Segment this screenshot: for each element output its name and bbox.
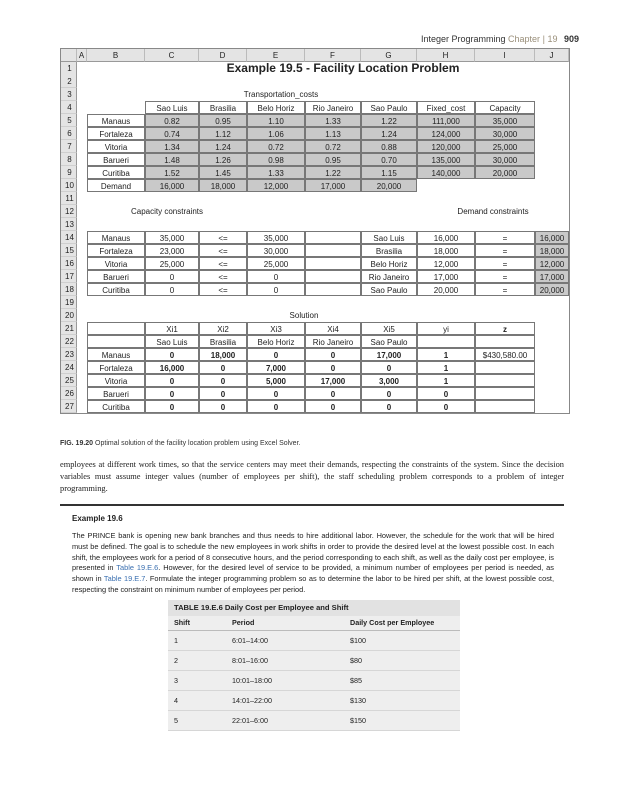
cost-table (168, 600, 460, 730)
blank (87, 322, 145, 335)
demand-served: 20,000 (417, 283, 475, 296)
sheet-row (61, 127, 569, 140)
cost-value: 1.12 (199, 127, 247, 140)
origin-name: Manaus (87, 114, 145, 127)
sheet-row (61, 296, 569, 309)
cost-value: 0.72 (247, 140, 305, 153)
figure-caption-text: Optimal solution of the facility location problem using Excel Solver. (95, 440, 301, 447)
solution-value: 0 (417, 400, 475, 413)
cost-value: 1.33 (305, 114, 361, 127)
cost-value: 0.95 (199, 114, 247, 127)
table-cell: 22:01–6:00 (232, 716, 268, 725)
origin-name: Barueri (87, 270, 145, 283)
column-letter: H (417, 49, 475, 62)
capacity-used: 35,000 (145, 231, 199, 244)
example-text-part-2: . However, for the desired level of service to be provided, a minimum number of employees per period is needed, as shown in (72, 563, 554, 584)
capacity-used: 0 (145, 270, 199, 283)
table-cell: 8:01–16:00 (232, 656, 268, 665)
solution-value: 1 (417, 348, 475, 361)
col-header-cost: Daily Cost per Employee (350, 618, 435, 627)
row-number: 8 (61, 153, 77, 166)
solution-value: 0 (199, 387, 247, 400)
row-number: 17 (61, 270, 77, 283)
cost-value: 0.88 (361, 140, 417, 153)
origin-name: Fortaleza (87, 361, 145, 374)
operator: = (475, 244, 535, 257)
blank (77, 257, 87, 270)
operator: = (475, 231, 535, 244)
blank (199, 309, 247, 322)
demand-required: 16,000 (535, 231, 569, 244)
cost-header: Rio Janeiro (305, 101, 361, 114)
cost-value: 124,000 (417, 127, 475, 140)
sheet-row (61, 361, 569, 374)
sheet-row (61, 205, 569, 218)
blank (77, 205, 87, 218)
row-number: 24 (61, 361, 77, 374)
row-number: 12 (61, 205, 77, 218)
spreadsheet-figure (60, 48, 570, 414)
solution-value: 1 (417, 374, 475, 387)
cost-header: Belo Horiz (247, 101, 305, 114)
capacity-limit: 25,000 (247, 257, 305, 270)
blank (77, 361, 87, 374)
corner-cell (61, 49, 77, 62)
destination-name: Rio Janeiro (361, 270, 417, 283)
blank (247, 205, 417, 218)
solution-value: 1 (417, 361, 475, 374)
sheet-row (61, 62, 569, 75)
solution-value: 0 (361, 361, 417, 374)
cost-header: Sao Luis (145, 101, 199, 114)
capacity-used: 23,000 (145, 244, 199, 257)
blank (145, 309, 199, 322)
demand-served: 16,000 (417, 231, 475, 244)
blank (77, 140, 87, 153)
cost-value: 1.48 (145, 153, 199, 166)
cost-value: 1.45 (199, 166, 247, 179)
table-cell: 4 (174, 696, 178, 705)
solution-value: 17,000 (361, 348, 417, 361)
blank (87, 309, 145, 322)
destination-name: Brasilia (361, 244, 417, 257)
capacity-limit: 0 (247, 283, 305, 296)
row-number: 21 (61, 322, 77, 335)
column-letter: G (361, 49, 417, 62)
blank (77, 322, 87, 335)
decision-variable: yi (417, 322, 475, 335)
blank (77, 335, 87, 348)
solution-value: 0 (305, 348, 361, 361)
solution-value: 0 (247, 387, 305, 400)
row-number: 10 (61, 179, 77, 192)
origin-name: Curitiba (87, 283, 145, 296)
blank (77, 166, 87, 179)
blank (77, 114, 87, 127)
sheet-row (61, 257, 569, 270)
solution-value: 0 (199, 400, 247, 413)
col-header-period: Period (232, 618, 255, 627)
cost-value: 0.95 (305, 153, 361, 166)
section-divider (60, 504, 564, 506)
cost-value: 1.26 (199, 153, 247, 166)
row-number: 23 (61, 348, 77, 361)
cost-value: 0.82 (145, 114, 199, 127)
solution-city: Brasilia (199, 335, 247, 348)
demand-served: 12,000 (417, 257, 475, 270)
cost-value: 25,000 (475, 140, 535, 153)
row-number: 19 (61, 296, 77, 309)
table-link-e7[interactable]: Table 19.E.7 (103, 574, 146, 584)
operator: <= (199, 244, 247, 257)
cost-header: Sao Paulo (361, 101, 417, 114)
blank (77, 231, 87, 244)
solution-city: Sao Luis (145, 335, 199, 348)
table-row (168, 671, 460, 691)
blank (87, 335, 145, 348)
blank (77, 387, 87, 400)
capacity-constraints-label: Capacity constraints (130, 207, 204, 216)
table-row (168, 631, 460, 651)
blank (305, 270, 361, 283)
sheet-row (61, 309, 569, 322)
figure-caption (60, 440, 300, 447)
demand-value: 17,000 (305, 179, 361, 192)
destination-name: Belo Horiz (361, 257, 417, 270)
sheet-row (61, 283, 569, 296)
cost-value: 20,000 (475, 166, 535, 179)
cost-value: 0.72 (305, 140, 361, 153)
solution-value: 0 (145, 387, 199, 400)
column-letter: I (475, 49, 535, 62)
table-cell: 6:01–14:00 (232, 636, 268, 645)
column-letter: D (199, 49, 247, 62)
cost-header: Fixed_cost (417, 101, 475, 114)
column-letter: F (305, 49, 361, 62)
sheet-row (61, 166, 569, 179)
cost-value: 1.15 (361, 166, 417, 179)
decision-variable: Xi5 (361, 322, 417, 335)
origin-name: Barueri (87, 387, 145, 400)
table-cell: 3 (174, 676, 178, 685)
solution-value: 18,000 (199, 348, 247, 361)
origin-name: Manaus (87, 231, 145, 244)
column-letter: C (145, 49, 199, 62)
solution-value: 0 (361, 400, 417, 413)
table-header-row (168, 616, 460, 631)
blank (305, 283, 361, 296)
objective-value: $430,580.00 (475, 348, 535, 361)
operator: = (475, 270, 535, 283)
example-text (72, 531, 554, 596)
decision-variable: Xi4 (305, 322, 361, 335)
sheet-row (61, 88, 569, 101)
cost-value: 1.10 (247, 114, 305, 127)
col-header-shift: Shift (174, 618, 190, 627)
demand-value: 12,000 (247, 179, 305, 192)
blank (77, 270, 87, 283)
cost-value: 1.24 (361, 127, 417, 140)
demand-constraints-label: Demand constraints (457, 207, 529, 216)
example-text-part-3: . Formulate the integer programming problem so as to determine the labor to be hired per shift, at the lowest possible cost, respecting the constraint on minimum number of employees per period. (72, 574, 555, 594)
cost-value: 35,000 (475, 114, 535, 127)
sheet-row (61, 218, 569, 231)
solution-value: 16,000 (145, 361, 199, 374)
origin-name: Barueri (87, 153, 145, 166)
sheet-row (61, 374, 569, 387)
row-number: 18 (61, 283, 77, 296)
solution-city: Belo Horiz (247, 335, 305, 348)
capacity-used: 0 (145, 283, 199, 296)
cost-value: 1.52 (145, 166, 199, 179)
operator: <= (199, 257, 247, 270)
origin-name: Vitoria (87, 140, 145, 153)
sheet-row (61, 348, 569, 361)
origin-name: Curitiba (87, 166, 145, 179)
row-number: 15 (61, 244, 77, 257)
demand-required: 18,000 (535, 244, 569, 257)
cost-value: 1.22 (361, 114, 417, 127)
table-cell: 14:01–22:00 (232, 696, 272, 705)
row-number: 4 (61, 101, 77, 114)
cost-value: 0.74 (145, 127, 199, 140)
blank (77, 244, 87, 257)
blank (305, 257, 361, 270)
solution-value: 0 (145, 400, 199, 413)
decision-variable: Xi3 (247, 322, 305, 335)
table-cell: $85 (350, 676, 362, 685)
blank (77, 88, 87, 101)
column-letter: A (77, 49, 87, 62)
demand-label: Demand (87, 179, 145, 192)
sheet-row (61, 244, 569, 257)
operator: <= (199, 270, 247, 283)
blank (77, 374, 87, 387)
cost-value: 0.98 (247, 153, 305, 166)
transport-label: Transportation_costs (243, 90, 319, 99)
solution-value: 0 (145, 374, 199, 387)
capacity-limit: 0 (247, 270, 305, 283)
sheet-title: Example 19.5 - Facility Location Problem (226, 62, 460, 75)
solution-value: 5,000 (247, 374, 305, 387)
operator: <= (199, 231, 247, 244)
solution-value: 0 (247, 400, 305, 413)
blank (417, 335, 475, 348)
operator: <= (199, 283, 247, 296)
solution-value: 0 (199, 361, 247, 374)
demand-required: 20,000 (535, 283, 569, 296)
blank (77, 179, 87, 192)
cost-value: 140,000 (417, 166, 475, 179)
origin-name: Fortaleza (87, 244, 145, 257)
demand-served: 17,000 (417, 270, 475, 283)
sheet-row (61, 192, 569, 205)
example-text-part-1: The PRINCE bank is opening new bank branches and thus needs to hire additional labor. However, the schedule for the work that will be hired must be defined. The goal is to schedule the new employees in work shifts in order to provide the desired level at the lowest possible cost. In each shift, the employees work for a period of 8 consecutive hours, and the period corresponding to each shift, as well as the daily cost per employee, is presented in (72, 531, 554, 573)
capacity-limit: 35,000 (247, 231, 305, 244)
blank (475, 335, 535, 348)
table-cell: 5 (174, 716, 178, 725)
cost-value: 1.06 (247, 127, 305, 140)
cost-value: 1.33 (247, 166, 305, 179)
running-title: Integer Programming (420, 34, 506, 44)
blank (77, 309, 87, 322)
decision-variable: z (475, 322, 535, 335)
chapter-label: Chapter (508, 34, 541, 44)
row-number: 7 (61, 140, 77, 153)
destination-name: Sao Luis (361, 231, 417, 244)
row-number: 26 (61, 387, 77, 400)
solution-value: 0 (417, 387, 475, 400)
blank (305, 244, 361, 257)
table-row (168, 711, 460, 731)
objective-value (475, 374, 535, 387)
table-row (168, 651, 460, 671)
row-number: 6 (61, 127, 77, 140)
example-title: Example 19.6 (72, 514, 123, 523)
decision-variable: Xi2 (199, 322, 247, 335)
table-title: TABLE 19.E.6 Daily Cost per Employee and Shift (168, 600, 460, 616)
sheet-row (61, 322, 569, 335)
blank (305, 231, 361, 244)
sheet-row (61, 270, 569, 283)
cost-value: 1.24 (199, 140, 247, 153)
objective-value (475, 387, 535, 400)
solution-city: Sao Paulo (361, 335, 417, 348)
solution-value: 7,000 (247, 361, 305, 374)
blank (77, 127, 87, 140)
origin-name: Fortaleza (87, 127, 145, 140)
figure-label: FIG. 19.20 (60, 440, 94, 447)
operator: = (475, 283, 535, 296)
cost-value: 120,000 (417, 140, 475, 153)
demand-served: 18,000 (417, 244, 475, 257)
sheet-row (61, 49, 569, 62)
solution-value: 17,000 (305, 374, 361, 387)
operator: = (475, 257, 535, 270)
row-number: 1 (61, 62, 77, 80)
origin-name: Manaus (87, 348, 145, 361)
demand-required: 12,000 (535, 257, 569, 270)
table-cell: $150 (350, 716, 366, 725)
origin-name: Vitoria (87, 257, 145, 270)
row-number: 20 (61, 309, 77, 322)
blank (87, 88, 145, 101)
objective-value (475, 361, 535, 374)
origin-name: Curitiba (87, 400, 145, 413)
table-cell: 10:01–18:00 (232, 676, 272, 685)
solution-label: Solution (289, 311, 319, 320)
row-number: 9 (61, 166, 77, 179)
decision-variable: Xi1 (145, 322, 199, 335)
chapter-number: 19 (547, 34, 558, 44)
column-letter: J (535, 49, 569, 62)
cost-value: 135,000 (417, 153, 475, 166)
cost-value: 1.34 (145, 140, 199, 153)
column-letter: E (247, 49, 305, 62)
row-number: 2 (61, 75, 77, 88)
sheet-row (61, 153, 569, 166)
row-number: 11 (61, 192, 77, 205)
solution-value: 0 (305, 361, 361, 374)
origin-name: Vitoria (87, 374, 145, 387)
capacity-used: 25,000 (145, 257, 199, 270)
sheet-row (61, 114, 569, 127)
cost-value: 1.22 (305, 166, 361, 179)
solution-value: 0 (305, 387, 361, 400)
row-number: 3 (61, 88, 77, 101)
solution-value: 3,000 (361, 374, 417, 387)
table-cell: $80 (350, 656, 362, 665)
row-number: 13 (61, 218, 77, 231)
sheet-row (61, 335, 569, 348)
destination-name: Sao Paulo (361, 283, 417, 296)
table-link-e6[interactable]: Table 19.E.6 (116, 563, 159, 573)
row-number: 25 (61, 374, 77, 387)
row-number: 5 (61, 114, 77, 127)
solution-value: 0 (247, 348, 305, 361)
header-separator: | (542, 34, 545, 44)
sheet-row (61, 387, 569, 400)
demand-value: 16,000 (145, 179, 199, 192)
cost-value: 1.13 (305, 127, 361, 140)
cost-value: 30,000 (475, 127, 535, 140)
cost-value: 111,000 (417, 114, 475, 127)
blank (77, 400, 87, 413)
cost-value: 30,000 (475, 153, 535, 166)
demand-value: 18,000 (199, 179, 247, 192)
objective-value (475, 400, 535, 413)
solution-value: 0 (199, 374, 247, 387)
sheet-row (61, 140, 569, 153)
blank (77, 101, 87, 114)
blank (77, 348, 87, 361)
solution-city: Rio Janeiro (305, 335, 361, 348)
sheet-row (61, 75, 569, 88)
sheet-row (61, 400, 569, 413)
body-paragraph: employees at different work times, so that the service centers may meet their demands, respecting the constraints of the system. Since the decision variables must assume integer values (number of employees per shift), the staff scheduling problem corresponds to a problem of integer programming. (60, 460, 564, 493)
cost-value: 0.70 (361, 153, 417, 166)
blank (87, 101, 145, 114)
table-row (168, 691, 460, 711)
table-cell: 2 (174, 656, 178, 665)
capacity-limit: 30,000 (247, 244, 305, 257)
cost-header: Capacity (475, 101, 535, 114)
demand-required: 17,000 (535, 270, 569, 283)
row-number: 16 (61, 257, 77, 270)
solution-value: 0 (305, 400, 361, 413)
row-number: 14 (61, 231, 77, 244)
column-letter: B (87, 49, 145, 62)
page-header (421, 34, 579, 44)
row-number: 22 (61, 335, 77, 348)
page-number: 909 (563, 34, 579, 44)
table-cell: $100 (350, 636, 366, 645)
blank (77, 283, 87, 296)
demand-value: 20,000 (361, 179, 417, 192)
solution-value: 0 (361, 387, 417, 400)
solution-value: 0 (145, 348, 199, 361)
sheet-row (61, 101, 569, 114)
row-number: 27 (61, 400, 77, 413)
table-cell: 1 (174, 636, 178, 645)
sheet-row (61, 179, 569, 192)
sheet-row (61, 231, 569, 244)
blank (77, 153, 87, 166)
table-cell: $130 (350, 696, 366, 705)
cost-header: Brasilia (199, 101, 247, 114)
